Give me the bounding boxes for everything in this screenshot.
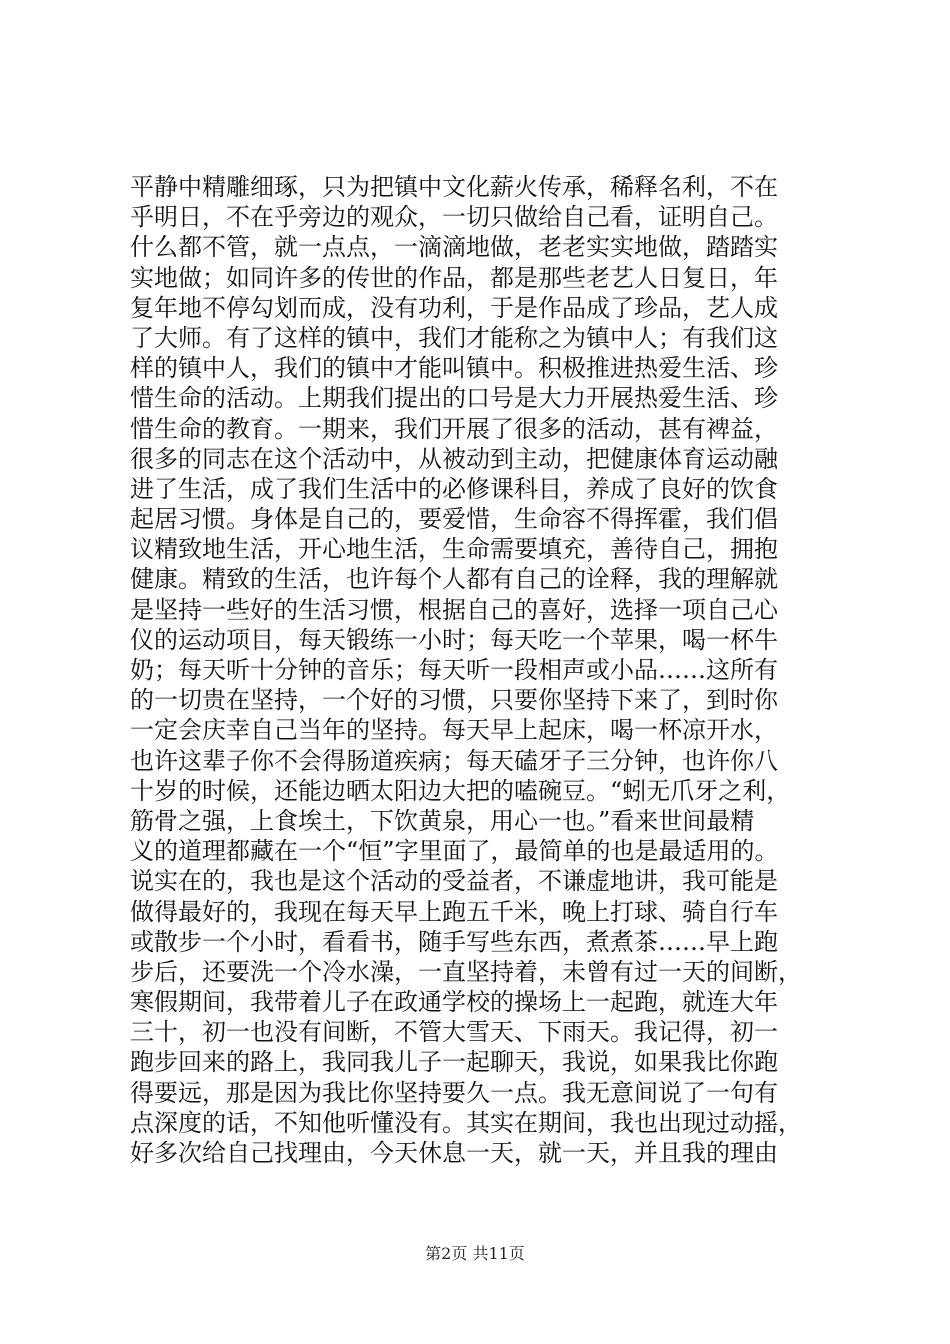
text-line: 或散步一个小时，看看书，随手写些东西，煮煮茶……早上跑 xyxy=(130,927,778,956)
text-line: 平静中精雕细琢，只为把镇中文化薪火传承，稀释名利，不在 xyxy=(130,173,778,201)
body-text xyxy=(130,172,830,1168)
text-line: 跑步回来的路上，我同我儿子一起聊天，我说，如果我比你跑 xyxy=(130,1048,778,1077)
text-line: 健康。精致的生活，也许每个人都有自己的诠释，我的理解就 xyxy=(130,565,778,594)
text-line: 奶；每天听十分钟的音乐；每天听一段相声或小品……这所有 xyxy=(130,656,778,684)
text-line: 起居习惯。身体是自己的，要爱惜，生命容不得挥霍，我们倡 xyxy=(130,505,778,534)
text-line: 样的镇中人，我们的镇中才能叫镇中。积极推进热爱生活、珍 xyxy=(130,354,778,383)
text-line: 仪的运动项目，每天锻练一小时；每天吃一个苹果，喝一杯牛 xyxy=(130,625,778,654)
text-line: 点深度的话，不知他听懂没有。其实在期间，我也出现过动摇， xyxy=(130,1108,802,1137)
text-line: 做得最好的，我现在每天早上跑五千米，晚上打球、骑自行车 xyxy=(130,897,778,926)
text-line: 进了生活，成了我们生活中的必修课科目，养成了良好的饮食 xyxy=(130,474,778,503)
text-line: 惜生命的活动。上期我们提出的口号是大力开展热爱生活、珍 xyxy=(130,384,778,413)
text-line: 的一切贵在坚持，一个好的习惯，只要你坚持下来了，到时你 xyxy=(130,686,778,715)
text-line: 三十，初一也没有间断，不管大雪天、下雨天。我记得，初一 xyxy=(130,1018,778,1047)
text-line: 步后，还要洗一个冷水澡，一直坚持着，未曾有过一天的间断， xyxy=(130,957,802,986)
text-line: 乎明日，不在乎旁边的观众，一切只做给自己看，证明自己。 xyxy=(130,203,778,232)
text-line: 十岁的时候，还能边晒太阳边大把的嗑碗豆。“蚓无爪牙之利， xyxy=(130,776,791,805)
text-line: 实地做；如同许多的传世的作品，都是那些老艺人日复日，年 xyxy=(130,263,778,292)
text-line: 什么都不管，就一点点，一滴滴地做，老老实实地做，踏踏实 xyxy=(130,233,778,262)
text-line: 得要远，那是因为我比你坚持要久一点。我无意间说了一句有 xyxy=(130,1078,778,1107)
text-line: 寒假期间，我带着儿子在政通学校的操场上一起跑，就连大年 xyxy=(130,988,778,1017)
text-line: 很多的同志在这个活动中，从被动到主动，把健康体育运动融 xyxy=(130,444,778,473)
text-line: 好多次给自己找理由，今天休息一天，就一天，并且我的理由 xyxy=(130,1139,778,1167)
text-line: 议精致地生活，开心地生活，生命需要填充，善待自己，拥抱 xyxy=(130,535,778,564)
text-line: 说实在的，我也是这个活动的受益者，不谦虚地讲，我可能是 xyxy=(130,867,778,896)
page-footer: 第2页 共11页 xyxy=(425,1244,525,1263)
text-line: 惜生命的教育。一期来，我们开展了很多的活动，甚有裨益， xyxy=(130,414,778,443)
text-line: 了大师。有了这样的镇中，我们才能称之为镇中人；有我们这 xyxy=(130,323,778,352)
text-line: 是坚持一些好的生活习惯，根据自己的喜好，选择一项自己心 xyxy=(130,595,778,624)
text-line: 复年地不停勾划而成，没有功利，于是作品成了珍品，艺人成 xyxy=(130,293,778,322)
text-line: 也许这辈子你不会得肠道疾病；每天磕牙子三分钟，也许你八 xyxy=(130,746,778,775)
text-line: 义的道理都藏在一个“恒”字里面了，最简单的也是最适用的。 xyxy=(130,837,779,866)
text-line: 筋骨之强，上食埃土，下饮黄泉，用心一也。”看来世间最精 xyxy=(130,806,755,835)
text-line: 一定会庆幸自己当年的坚持。每天早上起床，喝一杯凉开水， xyxy=(130,716,778,745)
